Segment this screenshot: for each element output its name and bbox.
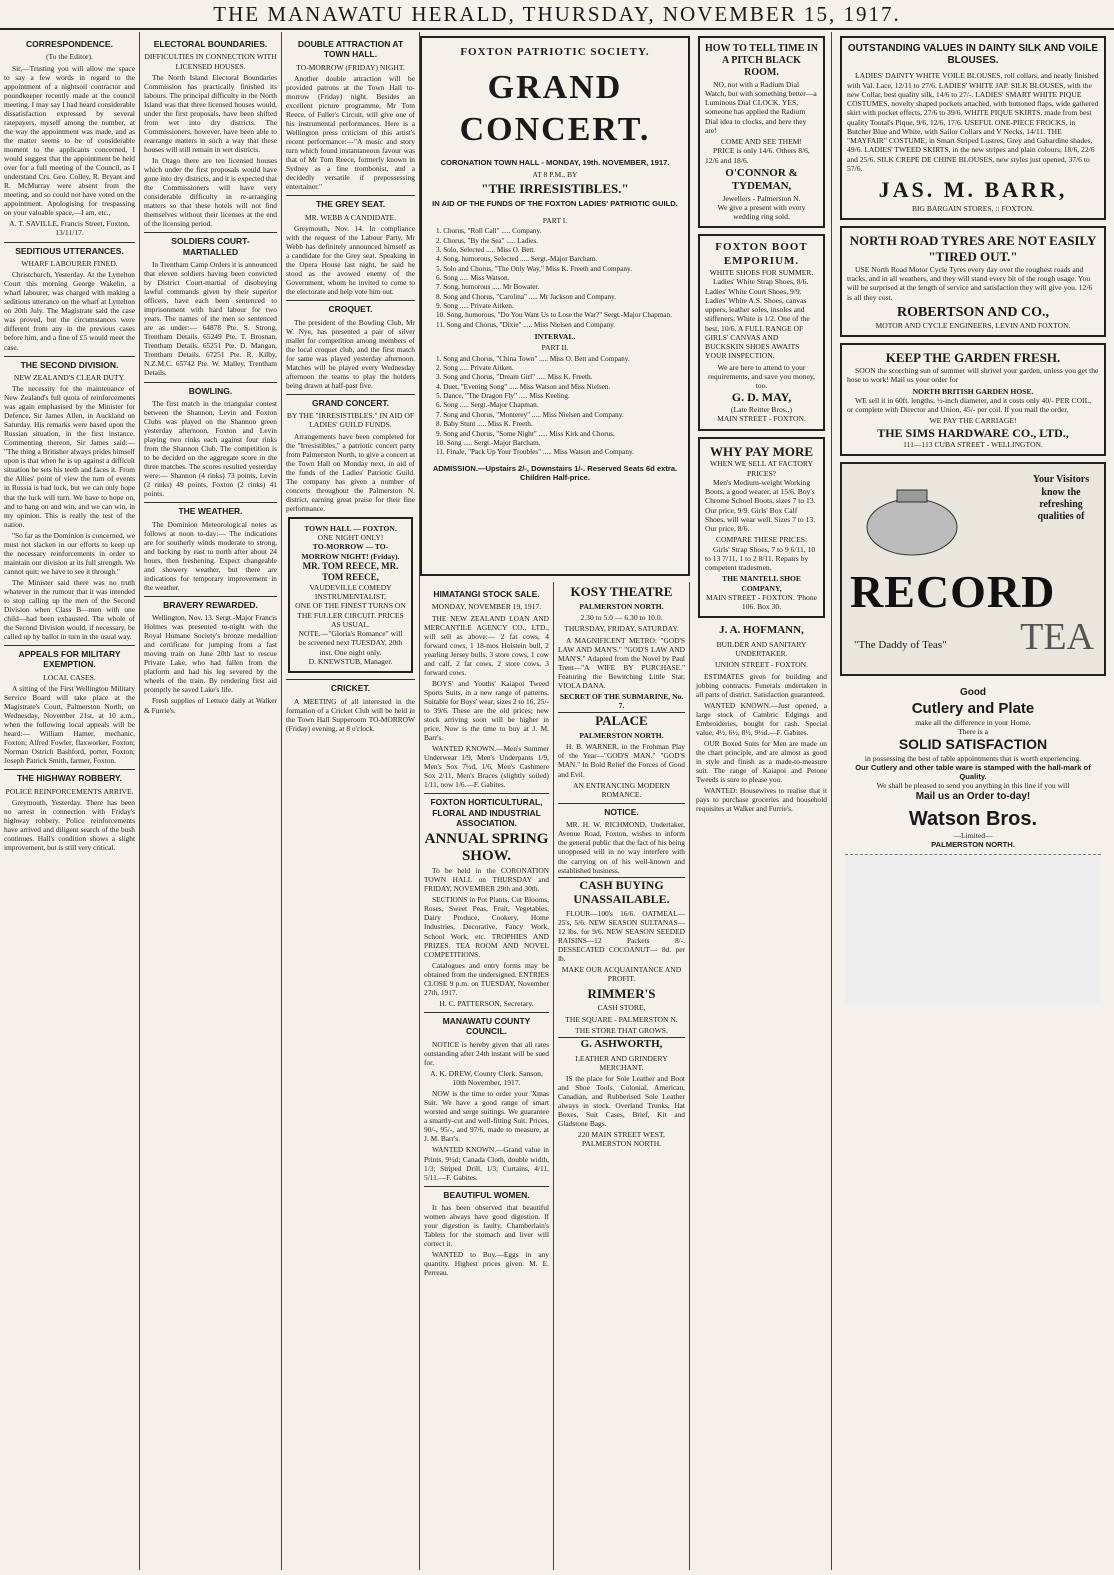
ad-text: NO, not with a Radium Dial Watch, but with something better—a Luminous Dial CLOCK. YES, someone has applied the Radium Dial idea to clocks, and here they are! xyxy=(705,79,817,135)
teapot-illustration xyxy=(852,472,972,562)
heading-appeals: APPEALS FOR MILITARY EXEMPTION. xyxy=(4,645,135,670)
programme-item: 8. Song and Chorus, "Carolina" ..... Mr Jackson and Company. xyxy=(436,292,617,301)
article-text: MR. H. W. RICHMOND, Undertaker, Avenue Road, Foxton, wishes to inform the general public that the fact of his being unopposed will in no way interfere with the carrying on of his well-known and established business. xyxy=(558,820,685,875)
heading-grand-concert: GRAND CONCERT. xyxy=(286,394,415,408)
ad-line: Mail us an Order to-day! xyxy=(915,790,1031,802)
programme-item: 7. Song and Chorus, "Monterey" ..... Miss Nielsen and Company. xyxy=(436,410,624,419)
ad-line: PALMERSTON NORTH. xyxy=(931,840,1015,850)
heading-croquet: CROQUET. xyxy=(286,300,415,314)
barr-name: JAS. M. BARR, xyxy=(878,177,1068,203)
article-text: Greymouth, Nov. 14. In compliance with the request of the Labour Party, Mr Webb has definitely announced himself as a candidate for the Grey seat. Speaking in the Opera House last night, he said he stood as the avowed enemy of the Government, whom he invited to come to the electorate and help vote him out. xyxy=(286,223,415,297)
subheading: LEATHER AND GRINDERY MERCHANT. xyxy=(575,1053,668,1072)
programme-item: 6. Song ..... Sergt.-Major Chapman. xyxy=(436,401,539,410)
article-text: In Otago there are ten licensed houses which under the first proposals would have gone into dry districts, and it is expected that the Commissioners will have very considerable difficulty in re-arranging matters so that these hotels will not find themselves without their licenses at the end of the licensing period. xyxy=(144,156,277,229)
ad-text: Men's Medium-weight Working Boots, a good wearer, at 15/6. Boy's Chrome School Boots, sizes 7 to 13. Our price, 9/9. Girls' Box Calf Shoes, will wear well. Sizes 7 to 13. Our price, 8/6. xyxy=(705,477,816,534)
ad-business: ROBERTSON AND CO., xyxy=(897,304,1049,320)
ad-business: O'CONNOR & TYDEMAN, xyxy=(725,166,798,193)
article-text: The president of the Bowling Club, Mr W. Nye, has presented a pair of silver mallet for competition among members of the local croquet club, and the first match for same was played yesterday afternoon. Matches will be played every Wednesday afternoon the teams to play the holders being drawn at half-past five. xyxy=(286,317,415,390)
article-text: Sir,—Trusting you will allow me space to say a few words in regard to the appointment of a nightsoil contractor and poundkeeper recently made at the council meeting. I may say I had heard considerable dissatisfaction expressed by several ratepayers, myself among the number, at the way the appointment was made, and as the matter seems to be of considerable moment to the applicants concerned, I would suggest that the appointment be held over for a full meeting of the Council, as I understand Crs. Geo. Colley, R. Bryant and R. McMurray were absent from the meeting, and so could not have voted on the appointment. Apologising for trespassing on your valuable space,—I am, etc., xyxy=(4,63,135,218)
admission: ADMISSION.—Upstairs 2/-, Downstairs 1/-. Reserved Seats 6d extra. Children Half-price. xyxy=(432,463,678,482)
article-text: BOYS' and Youths' Kaiapoi Tweed Sports Suits, in a new range of patterns. Suitable for Boys' wear, sizes 2 to 16, 25/- to 39/6. These are the old prices; new stock arriving soon will be higher in price. Now is the time to buy at J. M. Barr's. xyxy=(424,678,550,743)
column-7 xyxy=(832,32,1114,1570)
ad-tagline: Your Visitors know the refreshing qualities of xyxy=(1032,474,1090,523)
subheading: AN ENTRANCING MODERN ROMANCE. xyxy=(572,780,671,799)
article-text: OUR Boxed Suits for Men are made on the chart principle, and are almost as good in style and finish as a made-to-measure suit. The range of Kaiapoi and Petone Tweeds is sure to please you. xyxy=(696,738,827,784)
article-text: NOTICE is hereby given that all rates outstanding after 24th instant will be sued for. xyxy=(424,1039,549,1067)
heading-bowling: BOWLING. xyxy=(144,382,277,396)
programme-item: 8. Baby Stunt ..... Miss K. Freeth. xyxy=(436,420,533,429)
subheading: 2.30 to 5.0 — 6.30 to 10.0. xyxy=(580,613,663,623)
programme-item: 9. Song and Chorus, "Some Night" ..... Miss Kirk and Chorus. xyxy=(436,429,615,438)
article-text: The necessity for the maintenance of New Zealand's full quota of reinforcements was again emphasised by the Minister for Defence, Sir James Allen, in Auckland on Saturday. His remarks were based upon the Russian situation, in the first instance. Commenting thereon, Sir James said:— "The thing a Britisher always prides himself upon is that when he is up against a difficult situation he sets his teeth and faces it. From the Allies' point of view the turn of events in Russia is bad luck, but we can only hope that the luck will turn. We have to hope on, and to hang on and win, and we can win, in my opinion. This is really the test of the nation. xyxy=(4,384,135,529)
subheading: TO-MORROW (FRIDAY) NIGHT. xyxy=(296,62,405,72)
ad-text: PRICE is only 14/6. Others 8/6, 12/6 and 18/6. xyxy=(705,146,810,165)
ad-slogan: "The Daddy of Teas" xyxy=(854,639,947,652)
article-text: To be held in the CORONATION TOWN HALL on THURSDAY and FRIDAY, NOVEMBER 29th and 30th. xyxy=(424,866,549,894)
ad-text: LADIES' DAINTY WHITE VOILE BLOUSES, roll collars, and neatly finished with Val. Lace, 12/11 to 27/6. LADIES' WHITE JAP. SILK BLOUSES, with the new Collar, best quality silk, 14/6 to 27/-. LADIES' SMART WHITE PIQUE COSTUMES, novelty shaped pockets attached, with buttoned flaps, wide gathered skirt with pocket effects, 27/6 to 39/6. WHITE PIQUE SKIRTS, made from best quality Tootal's Pique, 9/6, 12/6, 17/6. USEFUL ONE-PIECE FROCKS, in Butcher Blue and White, with Sailor Collars and V Necks, 14/11. THE "MAYFAIR" COSTUME, in Smart Striped Lustres, Grey and Gabardine shades, 49/6. LADIES' TWEED SKIRTS, in the new stripes and plain colours, 18/6, 22/6 and 25/6. SILK CREPE DE CHINE BLOUSES, new styles just opened, 37/6 to 57/6. xyxy=(847,71,1099,173)
ad-line: There is a xyxy=(958,727,988,737)
ad-text: Ladies' White Strap Shoes, 8/6. Ladies' White Court Shoes, 9/9. Ladies' White A.S. Shoes, canvas uppers, leather soles, insoles and stiffeners. White is 1/2. One of the best, 10/6. A FULL RANGE OF GIRLS' CANVAS AND BUCKSKIN SHOES AWAITS YOUR INSPECTION. xyxy=(705,277,810,361)
signature: A. K. DREW, County Clerk. Sanson, 10th November, 1917. xyxy=(430,1068,543,1088)
ad-line: in possessing the best of table appointments that is worth experiencing. xyxy=(864,753,1082,763)
programme-item: 5. Solo and Chorus, "The Only Way," Miss K. Freeth and Company. xyxy=(436,264,632,273)
article-text: The Dominion Meteorological notes as follows at noon to-day:— The indications are for southerly winds moderate to strong, and backing by east to north after about 24 hours, then freshening. Expect changeable and showery weather, but there are indications for temporary improvement in the weather. xyxy=(144,519,277,592)
heading-highway-robbery: THE HIGHWAY ROBBERY. xyxy=(4,769,135,783)
heading-beautiful-women: BEAUTIFUL WOMEN. xyxy=(424,1186,549,1200)
kosy-theatre-title: KOSY THEATRE xyxy=(570,584,673,599)
heading-cricket: CRICKET. xyxy=(286,679,415,693)
ad-line: ONE NIGHT ONLY! xyxy=(317,533,384,543)
ad-text: Girls' Strap Shoes, 7 to 9 6/11, 10 to 13 7/11, 1 to 2 8/11. Repairs by competent tradesmen. xyxy=(705,544,816,573)
ad-business: THE MANTELL SHOE COMPANY, xyxy=(722,574,801,593)
article-text: Arrangements have been completed for the "Irresistibles," a patriotic concert party from Palmerston North, to give a concert at the Town Hall on Monday next, in aid of the funds of the Ladies' Patriotic Guild. The company has given a number of concerts throughout the Palmerston N. district, earning great praise for their fine performance. xyxy=(286,431,415,513)
ad-heading: KEEP THE GARDEN FRESH. xyxy=(885,350,1061,366)
ad-signature: D. KNEWSTUB, Manager. xyxy=(308,656,393,666)
garden-hose-ad xyxy=(840,343,1106,456)
ad-line: MAIN STREET - FOXTON. xyxy=(717,414,806,424)
column-3 xyxy=(282,32,420,1570)
subheading: SECRET OF THE SUBMARINE, No. 7. xyxy=(559,691,684,711)
heading-stock-sale: HIMATANGI STOCK SALE. xyxy=(433,589,540,599)
ad-line: BIG BARGAIN STORES, :: FOXTON. xyxy=(911,203,1035,213)
tyres-ad xyxy=(840,226,1106,337)
ad-line: WHEN WE SELL AT FACTORY PRICES? xyxy=(710,459,813,478)
ad-line: NORTH BRITISH GARDEN HOSE. xyxy=(912,386,1034,396)
ad-line: COME AND SEE THEM! xyxy=(720,137,803,147)
subheading: WHARF LABOURER FINED. xyxy=(21,259,118,268)
subheading: PALMERSTON NORTH. xyxy=(579,731,664,741)
article-text: It has been observed that beautiful women always have good digestion. If your digestion is faulty, Chamberlain's Tablets for the stomach and liver will correct it. xyxy=(424,1202,549,1249)
subheading: THURSDAY, FRIDAY, SATURDAY. xyxy=(564,624,679,634)
cash-buying-title: CASH BUYING UNASSAILABLE. xyxy=(558,877,685,907)
cutlery-ad xyxy=(840,682,1106,1009)
ad-text: WE sell it in 60ft. lengths, ½-inch diameter, and it costs only 40/- PER COIL, or complete with Director and Union, 45/- per coil. If you mail the order, xyxy=(847,395,1092,415)
heading-horticultural: FOXTON HORTICULTURAL, FLORAL AND INDUSTRIAL ASSOCIATION. xyxy=(424,793,549,828)
luminous-clock-ad xyxy=(698,36,825,228)
record-tea-ad xyxy=(840,462,1106,676)
article-text: Wellington, Nov. 13. Sergt.-Major Francis Holmes was presented to-night with the Royal Humane Society's bronze medallion and certificate for jumping from a fast moving train on June 20th last to rescue Private Lake, who had fallen from the platform and had his leg severed by the wheels of the train. By rendering first aid promptly he saved Lake's life. xyxy=(144,613,277,695)
subheading: BY THE "IRRESISTIBLES." IN AID OF LADIES' GUILD FUNDS. xyxy=(286,411,415,430)
record-brand: RECORD xyxy=(850,566,1056,618)
ad-heading: OUTSTANDING VALUES IN DAINTY SILK AND VOILE BLOUSES. xyxy=(847,43,1099,67)
article-text: THE NEW ZEALAND LOAN AND MERCANTILE AGENCY CO., LTD., will sell as above:— 2 fat cows, 4 forward cows, 1 18-mos Holstein bull, 2 yearling Jersey bulls, 3 store cows, 1 cow and calf, 2 fat cows, 2 store cows, 3 forward cows. xyxy=(424,613,549,677)
column-4 xyxy=(420,582,554,1570)
programme-item: 2. Song ..... Private Aitken. xyxy=(436,364,514,373)
ad-line: ONE OF THE FINEST TURNS ON THE FULLER CIRCUIT. PRICES AS USUAL. xyxy=(295,601,406,629)
ad-heading: FOXTON BOOT EMPORIUM. xyxy=(715,241,808,267)
ad-line: make all the difference in your Home. xyxy=(915,717,1031,727)
heading-grey-seat: THE GREY SEAT. xyxy=(286,195,415,209)
ad-line: WE PAY THE CARRIAGE! xyxy=(929,416,1017,426)
town-hall-ad xyxy=(288,517,413,673)
ad-line: Our Cutlery and other table ware is stamped with the hall-mark of Quality. xyxy=(855,762,1091,782)
article-text: A sitting of the First Wellington Military Service Board will take place at the Magistrate's Court, Palmerston North, on Wednesday, November 21st, at 10 a.m., when the following local appeals will be heard:— William Hamer, mechanic, Foxton; Alfred Fowler, flaxworker, Foxton; Norman Ostrich Bashford, porter, Foxton; Joseph Patrick Smith, farmer, Foxton. xyxy=(4,683,135,766)
article-text: The Minister said there was no truth whatever in the rumour that it was intended to stop calling up the men of the Second Division when Class B—men with one child—had been exhausted. The whole of the Second Division would, if necessary, be called up by ballot in turn in the usual way. xyxy=(4,577,135,641)
subheading: PALMERSTON NORTH. xyxy=(579,601,664,611)
subheading: NEW ZEALAND'S CLEAR DUTY. xyxy=(13,372,126,382)
ad-heading: HOW TO TELL TIME IN A PITCH BLACK ROOM. xyxy=(705,43,819,79)
heading-bravery: BRAVERY REWARDED. xyxy=(144,596,277,610)
ad-heading: WHY PAY MORE xyxy=(709,443,814,459)
ad-line: —Limited— xyxy=(953,831,993,841)
programme-item: 3. Song and Chorus, "Dream Girl" ..... Miss K. Freeth. xyxy=(436,373,593,382)
concert-venue: CORONATION TOWN HALL - MONDAY, 19th. NOVEMBER, 1917. xyxy=(440,158,670,168)
ad-line: We shall be pleased to send you anything in this line if you will xyxy=(876,781,1070,791)
heading-notice: NOTICE. xyxy=(558,803,685,817)
signature: A. T. SAVILLE, Francis Street, Foxton, 13/11/17. xyxy=(9,219,130,238)
concert-title: GRAND CONCERT. xyxy=(459,69,651,148)
article-text: "So far as the Dominion is concerned, we must not slacken in our efforts to keep up the necessary reinforcements in order to maintain our division at its full strength. We cannot quit; we have to see it through." xyxy=(4,530,135,576)
article-text: Another double attraction will be provided patrons at the Town Hall to-morrow (Friday) night. Besides an excellent picture programme, Mr Tom Reece, of Fuller's Circuit, will give one of his instrumental performances. Here is a Wellington press criticism of this artist's recent performance:—"A music and story turn which found instantaneous favour was that of Mr Tom Reece, formerly known in Sydney as a fine trombonist, and a decidedly versatile if prepossessing entertainer." xyxy=(286,73,415,192)
article-text: A MEETING of all interested in the formation of a Cricket Club will be held in the Town Hall Supperoom TO-MORROW (Friday) evening, at 8 o'clock. xyxy=(286,696,415,733)
ashworth-title: G. ASHWORTH, xyxy=(558,1037,685,1051)
column-2 xyxy=(140,32,282,1570)
palace-title: PALACE xyxy=(558,712,685,729)
column-1 xyxy=(0,32,140,1570)
ad-text: USE North Road Motor Cycle Tyres every day over the roughest roads and tracks, and in all weathers, and they will stand every bit of the rough usage. You will be surprised at the length of service and satisfaction they will give you. 12/6 is all they cost. xyxy=(847,264,1093,302)
boot-emporium-ad xyxy=(698,234,825,430)
ad-performer: MR. TOM REECE, MR. TOM REECE, xyxy=(302,560,399,582)
subheading: MR. WEBB A CANDIDATE. xyxy=(304,212,397,222)
article-text: SECTIONS in Pot Plants, Cut Blooms, Roses, Sweet Peas, Fruit, Vegetables, Dairy Produce, Cookery, Home Industries, Decorative, Fancy Work, School Work, etc. TROPHIES AND PRIZES. TEA ROOM AND NOVEL COMPETITIONS. xyxy=(424,895,549,959)
ad-line: Jewellers - Palmerston N. xyxy=(722,193,801,203)
programme-item: 2. Chorus, "By the Sea" ..... Ladies. xyxy=(436,236,539,245)
tea-label: TEA xyxy=(1020,616,1094,659)
article-text: ESTIMATES given for building and jobbing contracts. Funerals undertaken in all parts of district. Satisfaction guaranteed. xyxy=(696,671,827,699)
subheading: (To the Editor). xyxy=(46,52,93,62)
blouses-ad xyxy=(840,36,1106,220)
watson-bros-name: Watson Bros. xyxy=(908,807,1038,830)
concert-block xyxy=(420,36,690,576)
heading-double-attraction: DOUBLE ATTRACTION AT TOWN HALL. xyxy=(297,39,404,60)
heading-court-martial: SOLDIERS COURT-MARTIALLED xyxy=(144,232,277,257)
article-text: IS the place for Sole Leather and Boot and Shoe Tools. Colonial, American, Canadian, and Rubberised Sole Leather always in stock. Overland Trunks, Hat Boxes, Suit Cases, Brief, Kit and Gladstone Bags. xyxy=(558,1074,685,1129)
ad-heading: NORTH ROAD TYRES ARE NOT EASILY "TIRED OUT." xyxy=(849,233,1097,265)
hofmann-title: J. A. HOFMANN, xyxy=(719,624,804,637)
column-5 xyxy=(554,582,690,1570)
programme-item: 3. Solo, Selected ..... Miss O. Bett. xyxy=(436,245,536,254)
programme-item: 1. Chorus, "Roll Call" ..... Company. xyxy=(436,227,542,236)
article-text: WANTED: Housewives to realise that it pays to purchase groceries and household requisites at Walker and Furrie's. xyxy=(696,785,827,814)
signature: H. C. PATTERSON, Secretary. xyxy=(439,998,534,1008)
subheading: UNION STREET - FOXTON. xyxy=(715,660,808,670)
article-text: WANTED KNOWN.—Men's Summer Underwear 1/9, Men's Underpants 1/9, Men's Sox 7½d, 1/6, Men's Cashmere Sox 2/11, Men's Braces (slightly soiled) 1/11, now 1/6.—F. Gabites. xyxy=(424,744,549,790)
subheading: THE SQUARE - PALMERSTON N. xyxy=(565,1014,678,1024)
ad-line: 111—113 CUBA STREET - WELLINGTON. xyxy=(903,440,1043,450)
ad-line: We give a present with every wedding ring sold. xyxy=(717,202,806,222)
ad-line: We are here to attend to your requirements, and save you money, too. xyxy=(707,362,816,391)
article-text: Christchurch, Yesterday. At the Lyttelton Court this morning George Wakelin, a wharf labourer, was charged with making a seditious utterance on the wharf at Lyttelton on 20th July. The Magistrate said the case was proved, but the circumstances were different from any in the previous cases before him, and a fine of £5 would meet the case. xyxy=(4,270,135,352)
subheading: MAKE OUR ACQUAINTANCE AND PROFIT. xyxy=(561,965,682,984)
heading-correspondence: CORRESPONDENCE. xyxy=(26,39,113,49)
part-heading: PART I. xyxy=(542,215,568,225)
programme-item: 4. Song, humorous, Selected ..... Sergt.-Major Barcham. xyxy=(436,255,598,264)
article-text: Greymouth, Yesterday. There has been no arrest in connection with Friday's highway robbery. Police reinforcements have arrived and diligent search of the bush continues. Hall's condition shows a slight improvement, but is still very critical. xyxy=(4,797,135,853)
programme-part-2 xyxy=(430,355,680,458)
rimmers-title: RIMMER'S xyxy=(587,985,656,1001)
article-text: H. B. WARNER, in the Frohman Play of the Year—"GOD'S MAN." "GOD'S MAN." In Bold Relief the Forces of Good and Evil. xyxy=(558,742,685,779)
concert-performers: "THE IRRESISTIBLES." xyxy=(481,180,629,196)
programme-item: 10. Song, humorous, "Do You Want Us to Lose the War?" Sergt.-Major Chapman. xyxy=(436,311,672,320)
ad-line: COMPARE THESE PRICES: xyxy=(715,535,808,545)
subheading: THE STORE THAT GROWS. xyxy=(575,1025,668,1035)
programme-item: 9. Song ..... Private Aitken. xyxy=(436,302,514,311)
ad-heading: Cutlery and Plate xyxy=(911,699,1035,717)
heading-weather: THE WEATHER. xyxy=(144,502,277,516)
article-text: Fresh supplies of Lettuce daily at Walker & Furrie's. xyxy=(144,696,277,715)
why-pay-more-ad xyxy=(698,437,825,619)
ad-line: Good xyxy=(959,687,987,699)
programme-item: 1. Song and Chorus, "China Town" ..... Miss O. Bett and Company. xyxy=(436,354,630,363)
ad-line: TO-MORROW — TO-MORROW NIGHT! (Friday). xyxy=(301,542,400,561)
heading-second-division: THE SECOND DIVISION. xyxy=(4,356,135,370)
subheading: 220 MAIN STREET WEST, PALMERSTON NORTH. xyxy=(578,1130,665,1149)
ad-line: (Late Reitter Bros.,) xyxy=(730,405,793,415)
ad-line: VAUDEVILLE COMEDY INSTRUMENTALIST, xyxy=(309,582,392,602)
programme-part-1 xyxy=(430,227,680,330)
programme-item: 7. Song, humorous ..... Mr Bowater. xyxy=(436,283,540,292)
ad-line: MAIN STREET - FOXTON. 'Phone 106. Box 30. xyxy=(706,592,817,612)
subheading: LOCAL CASES. xyxy=(43,672,96,682)
ad-business: G. D. MAY, xyxy=(731,390,792,405)
heading-seditious: SEDITIOUS UTTERANCES. xyxy=(4,242,135,256)
ad-text: SOON the scorching sun of summer will shrivel your garden, unless you get the hose to work! Mail us your order for xyxy=(847,366,1099,385)
programme-item: 6. Song ..... Miss Watson. xyxy=(436,274,510,282)
heading-electoral: ELECTORAL BOUNDARIES. xyxy=(153,39,268,49)
programme-item: 11. Finale, "Pack Up Your Troubles" ..... Miss Watson and Company. xyxy=(436,448,634,457)
programme-item: 10. Song ..... Sergt.-Major Barcham. xyxy=(436,438,541,447)
subheading: MONDAY, NOVEMBER 19, 1917. xyxy=(431,602,542,612)
article-text: WANTED KNOWN.—Just opened, a large stock of Cambric Edgings and Embroideries, bought for cash. Special value, 4½, 6½, 8½, 9½d.—F. Gabites. xyxy=(696,700,827,737)
ad-heading: SOLID SATISFACTION xyxy=(898,736,1048,753)
interval-label: INTERVAL. xyxy=(534,332,576,342)
ad-heading: TOWN HALL — FOXTON. xyxy=(304,523,397,533)
subheading: CASH STORE, xyxy=(597,1003,646,1013)
cutlery-illustration xyxy=(845,854,1101,1005)
article-text: A MAGNIFICENT METRO: "GOD'S LAW AND MAN'S." "GOD'S LAW AND MAN'S." Adapted from the Novel by Paul Trent—"A WIFE BY PURCHASE." Featuring the Bewitching Little Star, VIOLA DANA. xyxy=(558,635,685,690)
concert-time: AT 8 P.M., BY xyxy=(532,169,578,179)
spring-show-title: ANNUAL SPRING SHOW. xyxy=(424,831,549,864)
subheading: DIFFICULTIES IN CONNECTION WITH LICENSED HOUSES. xyxy=(144,52,277,71)
programme-item: 11. Song and Chorus, "Dixie" ..... Miss Nielsen and Company. xyxy=(436,320,616,329)
ad-business: THE SIMS HARDWARE CO., LTD., xyxy=(877,425,1069,440)
column-6 xyxy=(692,32,832,1570)
article-text: NOW is the time to order your 'Xmas Suit. We have a good range of smart worsted and serge suitings. We guarantee a smartly-cut and well-fitting Suit. Prices, 90/-, 95/-, and 97/6, made to measure, at J. M. Barr's. xyxy=(424,1089,549,1144)
ad-line: WHITE SHOES FOR SUMMER. xyxy=(709,268,814,278)
concert-organiser: FOXTON PATRIOTIC SOCIETY. xyxy=(460,46,650,58)
article-text: FLOUR—100's 16/6. OATMEAL—25's, 5/6. NEW SEASON SULTANAS—12 lbs. for 9/6. NEW SEASON SEEDED RAISINS—12 Packets 8/-. DESSECATED COCOANUT— 8d. per lb. xyxy=(558,908,685,963)
article-text: In Trentham Camp Orders it is announced that eleven soldiers having been convicted by District Court-martial of disobeying lawful commands given by their superior officers, have each been sentenced to imprisonment with hard labour for two years. The names of the men so sentenced are as under:— 64878 Pte. S. Strong, Trentham Details. 65249 Pte. T. Brosnan, Trentham Details. 65251 Pte. D. Mangan, Trentham Details. 67251 Pte. R. Kilby, N.Z.M.C. 65742 Pte. W. Malley, Trentham Details. xyxy=(144,260,277,378)
programme-item: 4. Duet, "Evening Song" ..... Miss Watson and Miss Nielsen. xyxy=(436,382,611,391)
programme-item: 5. Dance, "The Dragon Fly" ..... Miss Keeling. xyxy=(436,392,570,401)
article-text: The North Island Electoral Boundaries Commission has practically finished its labours. The principal difficulty in the North Island was that three licensed houses would, under the first proposals, have been shifted from wet into dry districts. The Commissioners, however, have been able to rearrange matters in such a way that these houses will still remain in wet districts. xyxy=(144,72,277,155)
article-text: WANTED to Buy.—Eggs in any quantity. Highest prices given. M. E. Perreau. xyxy=(424,1250,549,1278)
masthead: THE MANAWATU HERALD, THURSDAY, NOVEMBER 15, 1917. xyxy=(0,0,1114,30)
article-text: WANTED KNOWN.—Grand value in Prints, 9½d; Canada Cloth, double width, 1/3; Striped Drill, 1/3; Curtains, 4/11, 5/11.—F. Gabites. xyxy=(424,1145,549,1182)
subheading: BUILDER AND SANITARY UNDERTAKER. xyxy=(716,639,807,659)
part-heading: PART II. xyxy=(541,343,569,353)
concert-aid: IN AID OF THE FUNDS OF THE FOXTON LADIES' PATRIOTIC GUILD. xyxy=(432,198,678,208)
ad-line: MOTOR AND CYCLE ENGINEERS, LEVIN AND FOXTON. xyxy=(875,321,1071,330)
article-text: The first match in the triangular contest between the Shannon, Levin and Foxton Clubs was played on the Shannon green yesterday afternoon, Foxton and Levin playing two rinks each against four rinks from the Shannon Club. The competition is to be decided on the aggregate score in the three matches. The scores resulted yesterday were:— Shannon (4 rinks) 73 points, Levin (2 rinks) 49 points, Foxton (2 rinks) 41 points. xyxy=(144,398,277,499)
heading-county-council: MANAWATU COUNTY COUNCIL. xyxy=(424,1012,549,1037)
subheading: POLICE REINFORCEMENTS ARRIVE. xyxy=(5,786,134,796)
article-text: Catalogues and entry forms may be obtained from the undersigned. ENTRIES CLOSE 9 p.m. on TUESDAY, November 27th, 1917. xyxy=(424,960,549,997)
ad-note: NOTE.—"Gloria's Romance" will be screened next TUESDAY, 20th inst. One night only. xyxy=(298,629,403,657)
